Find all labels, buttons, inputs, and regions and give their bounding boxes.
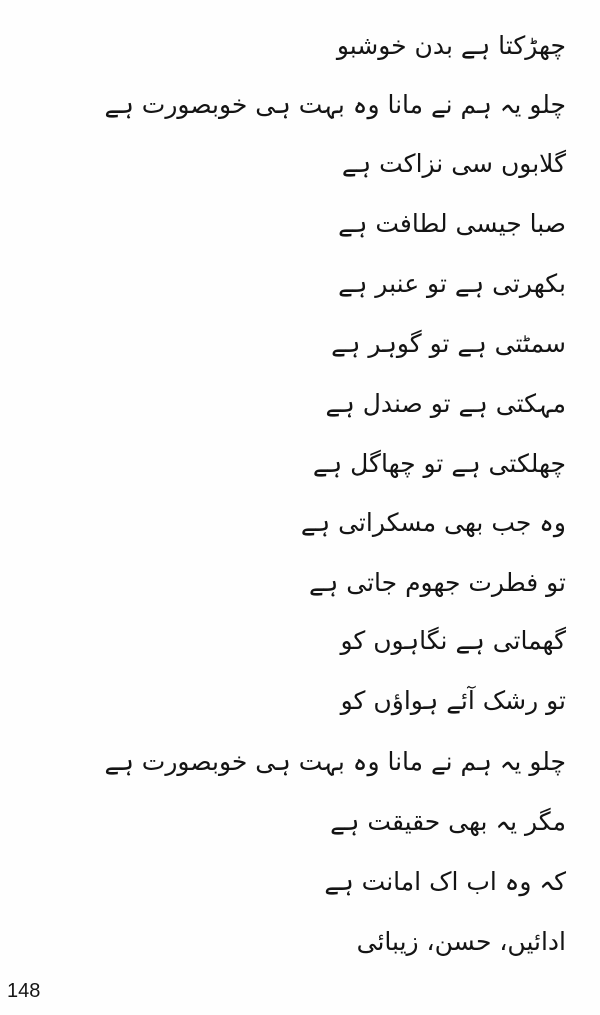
poem-line: تو فطرت جھوم جاتی ہے bbox=[309, 568, 566, 597]
poem-line: صبا جیسی لطافت ہے bbox=[338, 209, 566, 238]
poem-line: چھلکتی ہے تو چھاگل ہے bbox=[312, 449, 566, 478]
poem-line: ادائیں، حسن، زیبائی bbox=[356, 927, 566, 956]
poem-line: بکھرتی ہے تو عنبر ہے bbox=[338, 269, 566, 298]
poem-line: چھڑکتا ہے بدن خوشبو bbox=[336, 31, 566, 60]
poem-line: کہ وہ اب اک امانت ہے bbox=[324, 867, 566, 896]
poem-line: سمٹتی ہے تو گوہر ہے bbox=[331, 329, 566, 358]
poem-line: گلابوں سی نزاکت ہے bbox=[341, 149, 566, 178]
poem-line: مہکتی ہے تو صندل ہے bbox=[325, 389, 566, 418]
poem-line: تو رشک آئے ہواؤں کو bbox=[340, 686, 566, 715]
poem-line: چلو یہ ہم نے مانا وہ بہت ہی خوبصورت ہے bbox=[104, 747, 566, 776]
poem-line: مگر یہ بھی حقیقت ہے bbox=[330, 807, 566, 836]
poem-line: گھماتی ہے نگاہوں کو bbox=[340, 626, 566, 655]
page-number: 148 bbox=[7, 980, 41, 1002]
poem-line: وہ جب بھی مسکراتی ہے bbox=[300, 508, 566, 537]
poem-line: چلو یہ ہم نے مانا وہ بہت ہی خوبصورت ہے bbox=[104, 90, 566, 119]
